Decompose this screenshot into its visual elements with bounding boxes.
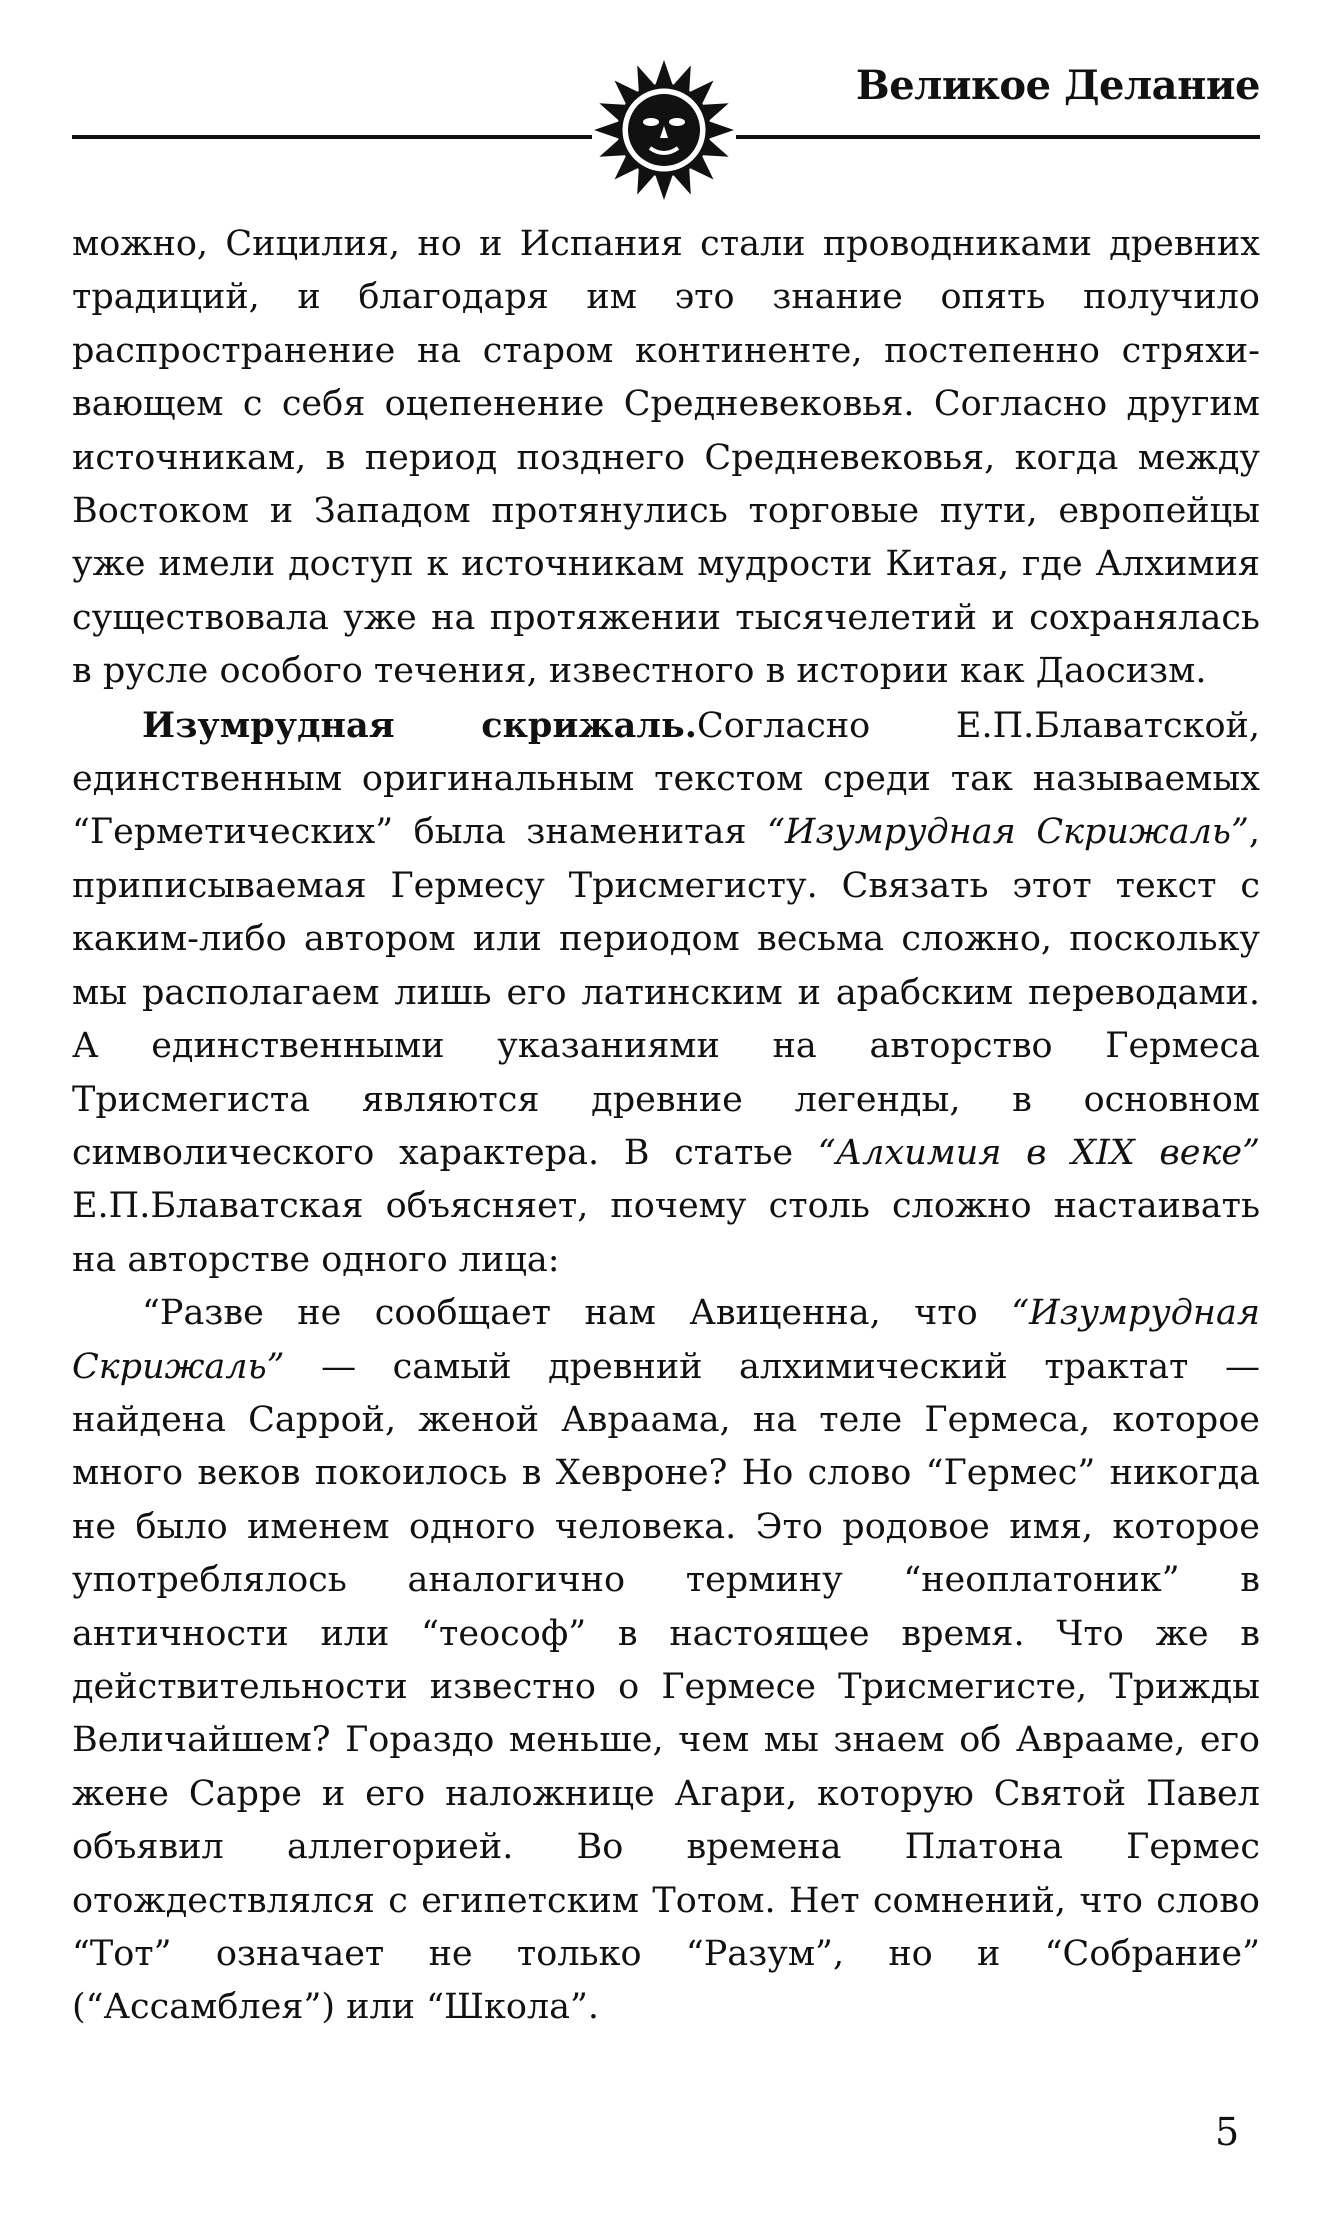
paragraph-3 (72, 1287, 1260, 2035)
header-rule-right (736, 135, 1260, 139)
body-text (72, 218, 1260, 2035)
page-number: 5 (1215, 2110, 1240, 2154)
paragraph-2-text-c: Е.П.Блаватская объясняет, почему столь сложно настаивать на авторстве одного лица: (72, 1186, 1260, 1280)
title-emerald-tablet: “Изумрудная Скрижаль” (766, 812, 1249, 853)
paragraph-2-text-b: , приписываемая Гермесу Трисмегисту. Связать этот текст с каким-либо автором или периодом весьма сложно, поскольку мы располагаем лишь его латинским и арабским переводами. А единственными указаниями на авторство Гермеса Трисмегиста являются древние легенды, в основном символического характера. В статье (72, 812, 1260, 1173)
quote-text-b: — самый древний алхимический трактат — найдена Саррой, женой Авраама, на теле Гермеса, которое много веков покоилось в Хевроне? Но слово “Гермес” никогда не было именем одного человека. Это родовое имя, которое употреблялось аналогично термину “неоплатоник” в античности или “теософ” в настоящее время. Что же в действительности известно о Гермесе Трисмегисте, Трижды Величайшем? Гораздо меньше, чем мы знаем об Аврааме, его жене Сарре и его наложнице Агари, которую Святой Павел объявил аллегорией. Во времена Платона Гермес отождествлялся с египетским Тотом. Нет сомнений, что слово “Тот” означает не только “Разум”, но и “Собрание” (“Ассамблея”) или “Школа”. (72, 1346, 1260, 2028)
quote-text-a: “Разве не сообщает нам Авиценна, что (142, 1293, 1012, 1334)
paragraph-2 (72, 699, 1260, 1287)
title-alchemy-article: “Алхимия в XIX веке” (817, 1132, 1260, 1173)
section-heading: Изумрудная скрижаль. (142, 704, 697, 746)
title-emerald-tablet-2: “Изумрудная Скрижаль” (72, 1293, 1260, 1387)
page-header (72, 58, 1260, 208)
paragraph-1 (72, 218, 1260, 699)
paragraph-2-text-a: Согласно Е.П.Блаватской, единственным оригинальным текстом среди так называемых “Герметических” была знаменитая (72, 705, 1260, 853)
header-rule-left (72, 135, 592, 139)
running-title: Великое Делание (855, 62, 1260, 109)
paragraph-1-text: можно, Сицилия, но и Испания стали проводниками древних традиций, и благодаря им это знание опять получило распространение на старом континенте, постепенно стряхивающем с себя оцепенение Средневековья. Согласно другим источникам, в период позднего Средневековья, когда между Востоком и Западом протянулись торговые пути, европейцы уже имели доступ к источникам мудрости Китая, где Алхимия существовала уже на протяжении тысячелетий и сохранялась в русле особого течения, известного в истории как Даосизм. (72, 224, 1260, 692)
sun-face-icon (592, 58, 736, 202)
